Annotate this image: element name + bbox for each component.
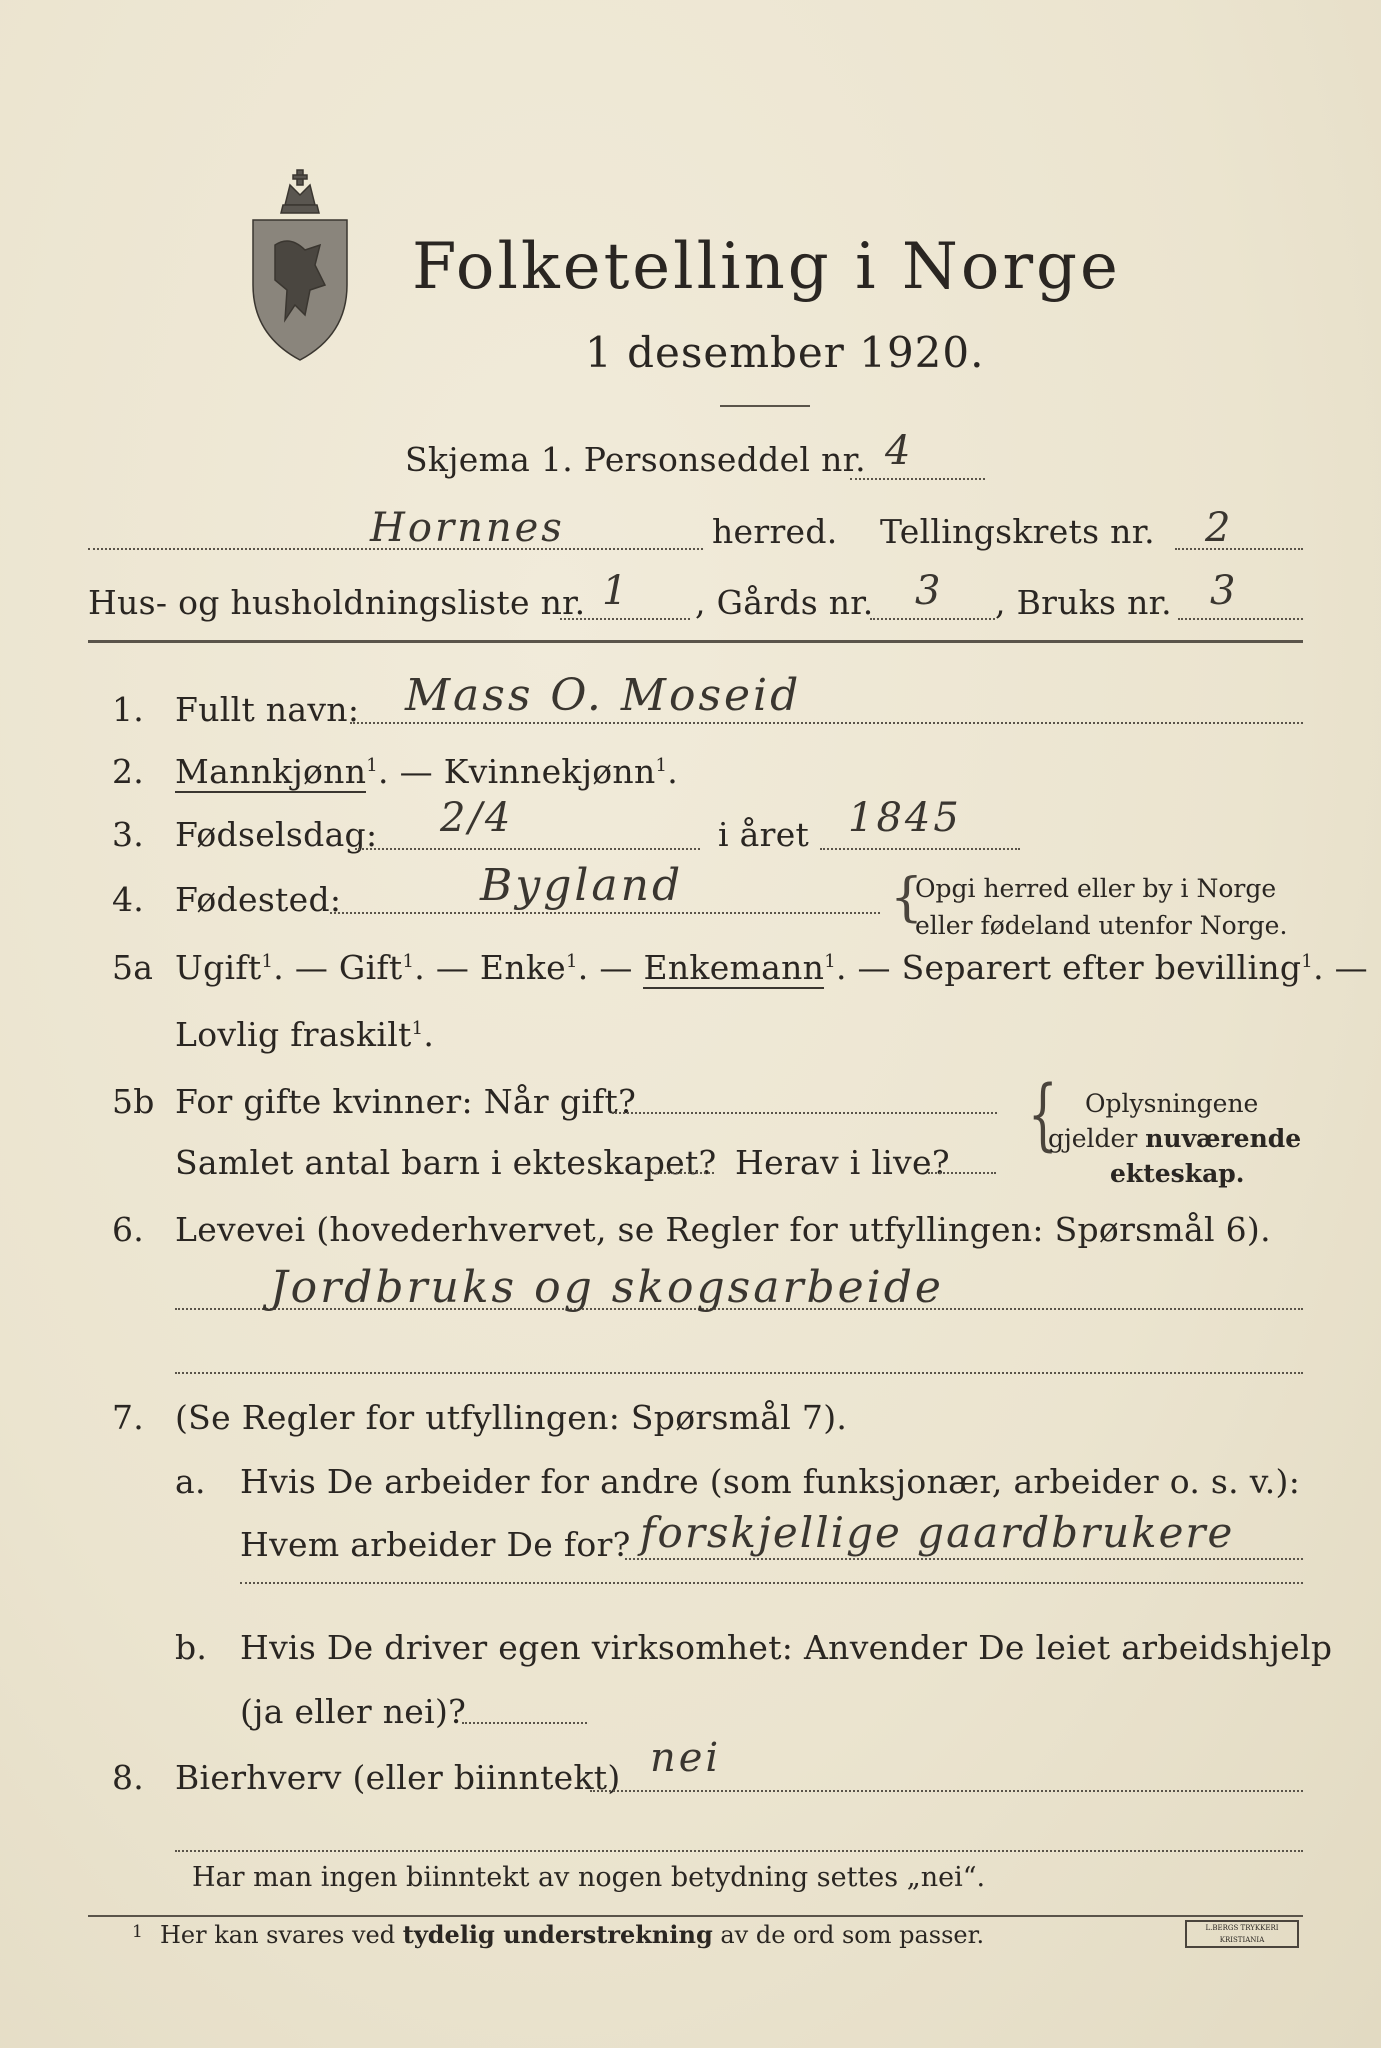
female-option[interactable]: . — Kvinnekjønn <box>378 752 656 791</box>
footnote-marker: 1 <box>261 951 274 972</box>
q7a-number: a. <box>175 1462 206 1501</box>
q1-label: Fullt navn: <box>175 690 360 729</box>
year-label: i året <box>718 815 810 854</box>
footnote-marker: 1 <box>402 951 415 972</box>
q6-label: Levevei (hovederhvervet, se Regler for utfyllingen: Spørsmål 6). <box>175 1210 1271 1249</box>
tellingskrets-field[interactable] <box>1175 548 1303 550</box>
employer-value: forskjellige gaardbrukere <box>640 1508 1235 1557</box>
q7-label: (Se Regler for utfyllingen: Spørsmål 7). <box>175 1398 848 1437</box>
gards-field[interactable] <box>870 618 995 620</box>
birthday-field[interactable] <box>355 848 700 850</box>
q5b-note-2a: gjelder <box>1048 1124 1146 1153</box>
male-option[interactable]: Mannkjønn <box>175 752 367 791</box>
separert-option[interactable]: . — Separert efter bevilling <box>835 948 1302 987</box>
q3-number: 3. <box>112 815 145 854</box>
q5b-number: 5b <box>112 1082 155 1121</box>
side-income-field-2[interactable] <box>175 1850 1303 1852</box>
q7b-line2: (ja eller nei)? <box>240 1692 467 1731</box>
birthplace-note-2: eller fødeland utenfor Norge. <box>915 911 1288 940</box>
name-value: Mass O. Moseid <box>405 670 802 721</box>
q7a-line1: Hvis De arbeider for andre (som funksjonær, arbeider o. s. v.): <box>240 1462 1301 1501</box>
side-income-field[interactable] <box>590 1790 1303 1792</box>
footnote-marker: 1 <box>1301 951 1314 972</box>
employer-field[interactable] <box>625 1558 1303 1560</box>
tellingskrets-value: 2 <box>1205 505 1234 551</box>
q5b-note-2b: nuværende <box>1145 1124 1302 1153</box>
q8-label: Bierhverv (eller biinntekt) <box>175 1758 621 1797</box>
footnote-number: 1 <box>132 1922 143 1942</box>
bruks-value: 3 <box>1210 568 1239 614</box>
side-income-value: nei <box>650 1735 722 1781</box>
norway-coat-of-arms-icon <box>245 165 355 365</box>
printer-stamp: L.BERGS TRYKKERI KRISTIANIA <box>1185 1920 1299 1948</box>
brace-icon: { <box>890 868 924 928</box>
form-title: Folketelling i Norge <box>412 230 1121 304</box>
occupation-value: Jordbruks og skogsarbeide <box>270 1262 944 1313</box>
bruks-field[interactable] <box>1178 618 1303 620</box>
footer-rule <box>88 1915 1303 1917</box>
marital-options: Ugift$^1$. — Gift$^1$. — Enke$^1$. — Enkemann$^1$. — Separert efter bevilling$^1$. — <box>175 948 1368 987</box>
q7a-line2: Hvem arbeider De for? <box>240 1525 631 1564</box>
form-date: 1 desember 1920. <box>585 328 985 377</box>
ugift-option[interactable]: Ugift <box>175 948 262 987</box>
q8-number: 8. <box>112 1758 145 1797</box>
husliste-label: Hus- og husholdningsliste nr. <box>88 583 586 622</box>
q5b-line1: For gifte kvinner: Når gift? <box>175 1082 637 1121</box>
gards-value: 3 <box>915 568 944 614</box>
herred-value: Hornnes <box>370 505 565 551</box>
q5b-alive-label: Herav i live? <box>735 1143 950 1182</box>
year-field[interactable] <box>820 848 1020 850</box>
q4-number: 4. <box>112 880 145 919</box>
children-field[interactable] <box>652 1172 714 1174</box>
husliste-value: 1 <box>602 568 631 614</box>
married-date-field[interactable] <box>612 1112 997 1114</box>
birthplace-value: Bygland <box>480 860 684 911</box>
skjema-label: Skjema 1. Personseddel nr. <box>405 440 866 479</box>
year-value: 1845 <box>848 795 962 841</box>
biinntekt-note: Har man ingen biinntekt av nogen betydning settes „nei“. <box>192 1862 986 1893</box>
q5a-tail: . — <box>1313 948 1368 987</box>
header-rule <box>88 640 1303 643</box>
q5b-children-label: Samlet antal barn i ekteskapet? <box>175 1143 717 1182</box>
q6-number: 6. <box>112 1210 145 1249</box>
q4-label: Fødested: <box>175 880 342 919</box>
gards-label: , Gårds nr. <box>695 583 874 622</box>
q3-label: Fødselsdag: <box>175 815 378 854</box>
tellingskrets-label: Tellingskrets nr. <box>880 512 1155 551</box>
bruks-label: , Bruks nr. <box>995 583 1172 622</box>
husliste-field[interactable] <box>560 618 690 620</box>
birthplace-field[interactable] <box>330 912 880 914</box>
q2-end: . <box>667 752 679 791</box>
footnote-marker: 1 <box>655 755 668 776</box>
birthplace-note-1: Opgi herred eller by i Norge <box>915 874 1277 903</box>
gift-option[interactable]: . — Gift <box>273 948 403 987</box>
enke-option[interactable]: . — Enke <box>414 948 567 987</box>
q7-number: 7. <box>112 1398 145 1437</box>
footnote <box>160 1920 984 1949</box>
q5a-number: 5a <box>112 948 154 987</box>
employer-field-2[interactable] <box>240 1582 1303 1584</box>
personseddel-value: 4 <box>885 428 914 474</box>
brace-icon: { <box>1027 1070 1058 1160</box>
footnote-part-b: tydelig understrekning <box>402 1920 713 1949</box>
title-divider <box>720 405 810 407</box>
q5a-end: . <box>423 1015 435 1054</box>
personseddel-field[interactable] <box>850 478 985 480</box>
footnote-part-a: Her kan svares ved <box>160 1921 403 1949</box>
footnote-marker: 1 <box>366 755 379 776</box>
name-field[interactable] <box>350 722 1303 724</box>
q7b-number: b. <box>175 1628 208 1667</box>
footnote-marker: 1 <box>566 951 578 972</box>
q1-number: 1. <box>112 690 145 729</box>
q5b-note-2 <box>1048 1120 1301 1157</box>
footnote-part-c: av de ord som passer. <box>712 1921 985 1949</box>
sex-options <box>175 752 678 791</box>
birthday-value: 2/4 <box>440 795 514 841</box>
footnote-marker: 1 <box>824 951 836 972</box>
occupation-field-2[interactable] <box>175 1372 1303 1374</box>
q7b-line1: Hvis De driver egen virksomhet: Anvender De leiet arbeidshjelp <box>240 1628 1333 1667</box>
enkemann-option[interactable]: Enkemann <box>643 948 825 987</box>
herred-label: herred. <box>712 512 838 551</box>
footnote-marker: 1 <box>411 1018 424 1039</box>
lovlig-fraskilt-line <box>175 1015 434 1054</box>
q2-number: 2. <box>112 752 145 791</box>
q5b-note-1: Oplysningene <box>1085 1089 1259 1118</box>
lovlig-fraskilt-option[interactable]: Lovlig fraskilt <box>175 1015 412 1054</box>
hired-help-field[interactable] <box>462 1722 587 1724</box>
alive-field[interactable] <box>928 1172 996 1174</box>
q5b-note-3: ekteskap. <box>1110 1159 1245 1188</box>
